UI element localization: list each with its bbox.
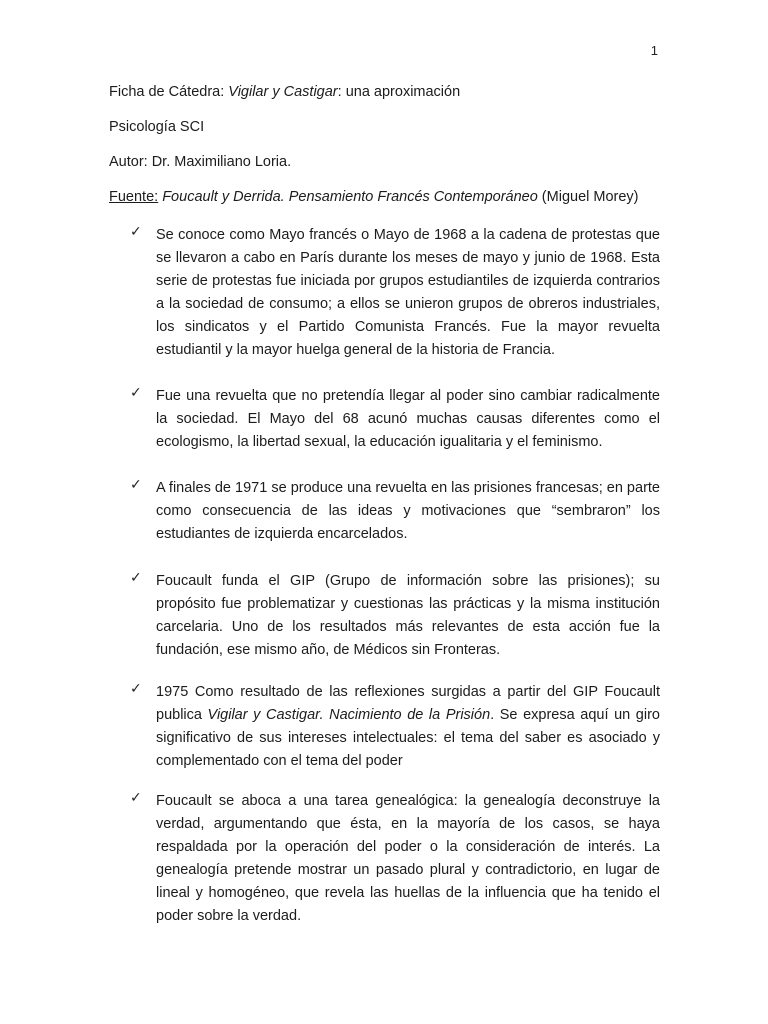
list-item bbox=[130, 570, 660, 662]
subject-line: Psicología SCI bbox=[109, 119, 205, 135]
title-italic: Vigilar y Castigar bbox=[228, 84, 338, 100]
list-item-text: Fue una revuelta que no pretendía llegar al poder sino cambiar radicalmente la sociedad. El Mayo del 68 acunó muchas causas diferentes como el ecologismo, la libertad sexual, la educación igualitaria y el feminismo. bbox=[156, 388, 660, 450]
document-title bbox=[109, 84, 460, 100]
list-item bbox=[130, 385, 660, 454]
source-author: (Miguel Morey) bbox=[537, 189, 639, 205]
title-prefix: Ficha de Cátedra: bbox=[109, 84, 229, 100]
author-line: Autor: Dr. Maximiliano Loria. bbox=[109, 154, 292, 170]
list-item-text bbox=[156, 681, 660, 773]
checkmark-icon: ✓ bbox=[130, 790, 142, 806]
list-item-text: Foucault se aboca a una tarea genealógica: la genealogía deconstruye la verdad, argumentando que ésta, en la mayoría de los casos, se haya respaldada por la operación del poder o la consideración de interés. La genealogía pretende mostrar un pasado plural y contradictorio, en lugar de lineal y homogéneo, que revela las huellas de la influencia que ha tenido el poder sobre la verdad. bbox=[156, 793, 660, 924]
checkmark-icon: ✓ bbox=[130, 385, 142, 401]
checkmark-icon: ✓ bbox=[130, 570, 142, 586]
list-item bbox=[130, 477, 660, 546]
source-line bbox=[109, 189, 639, 205]
list-item bbox=[130, 790, 660, 928]
list-item-text: Se conoce como Mayo francés o Mayo de 1968 a la cadena de protestas que se llevaron a cabo en París durante los meses de mayo y junio de 1968. Esta serie de protestas fue iniciada por grupos estudiantiles de izquierda contrarios a la sociedad de consumo; a ellos se unieron grupos de obreros industriales, los sindicatos y el Partido Comunista Francés. Fue la mayor revuelta estudiantil y la mayor huelga general de la historia de Francia. bbox=[156, 227, 660, 358]
list-item bbox=[130, 224, 660, 362]
checkmark-icon: ✓ bbox=[130, 224, 142, 240]
title-suffix: : una aproximación bbox=[337, 84, 461, 100]
list-item bbox=[130, 681, 660, 773]
checkmark-icon: ✓ bbox=[130, 681, 142, 697]
page-number: 1 bbox=[650, 43, 658, 58]
checkmark-icon: ✓ bbox=[130, 477, 142, 493]
list-item-text: A finales de 1971 se produce una revuelta en las prisiones francesas; en parte como consecuencia de las ideas y motivaciones que “sembraron” los estudiantes de izquierda encarcelados. bbox=[156, 480, 660, 542]
book-title: Vigilar y Castigar. Nacimiento de la Prisión bbox=[207, 707, 491, 723]
item-text-suffix: . Se expresa aquí un giro significativo de sus intereses intelectuales: el tema del saber es asociado y complementado con el tema del poder bbox=[156, 707, 660, 769]
source-label: Fuente: bbox=[109, 189, 159, 205]
source-title: Foucault y Derrida. Pensamiento Francés Contemporáneo bbox=[162, 189, 538, 205]
list-item-text: Foucault funda el GIP (Grupo de información sobre las prisiones); su propósito fue problematizar y cuestionas las prácticas y la misma institución carcelaria. Uno de los resultados más relevantes de esta acción fue la fundación, ese mismo año, de Médicos sin Fronteras. bbox=[156, 573, 660, 658]
item-text-prefix: 1975 Como resultado de las reflexiones surgidas a partir del GIP Foucault publica bbox=[156, 684, 660, 723]
